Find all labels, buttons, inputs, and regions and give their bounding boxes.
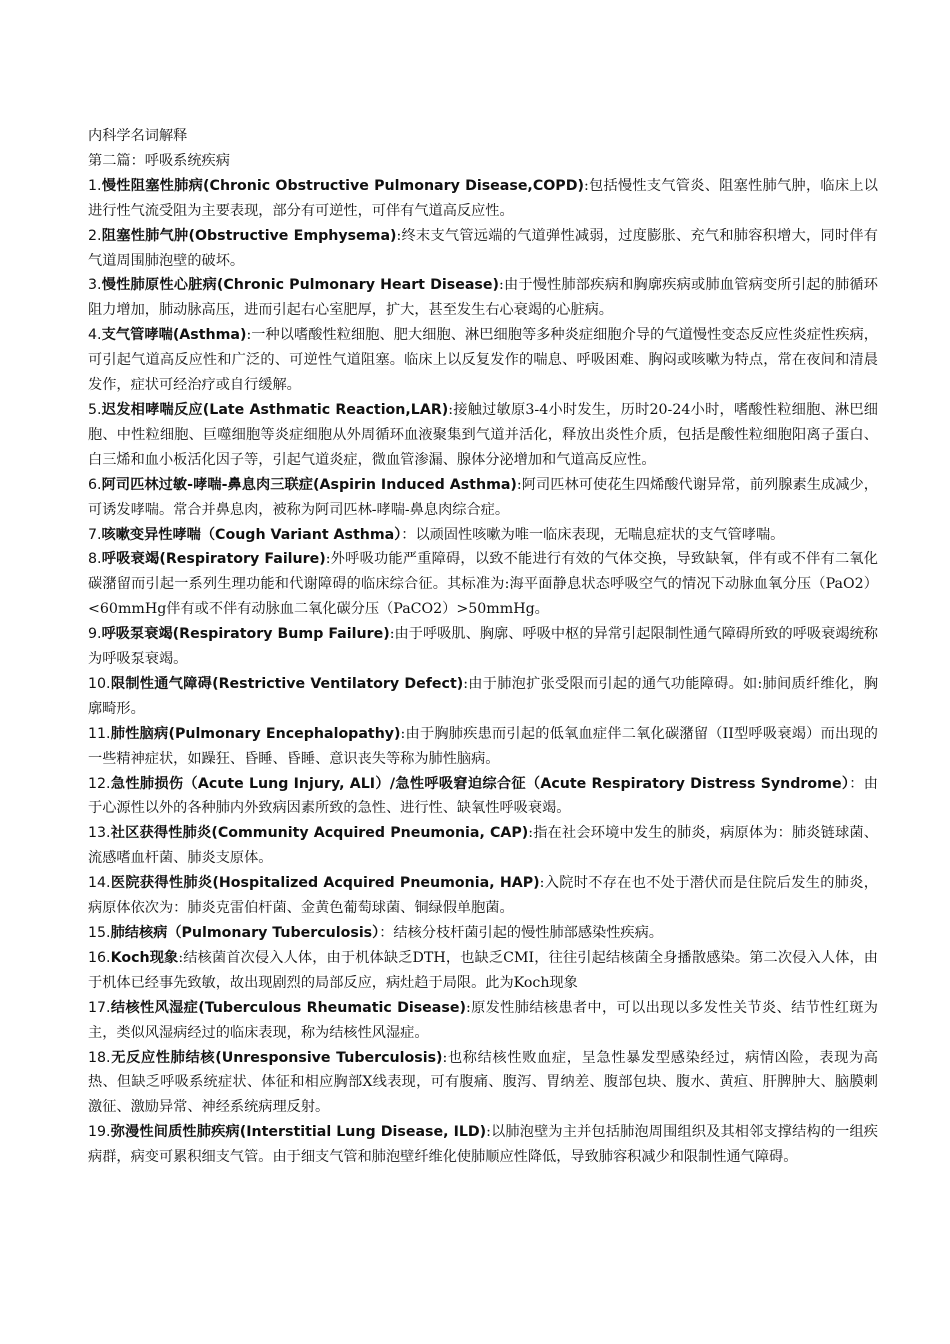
entry-definition: :也称结核性败血症，呈急性暴发型感染经过，病情凶险，表现为高热、但缺乏呼吸系统症状、体征和相应胸部X线表现，可有腹痛、腹泻、胃纳差、腹部包块、腹水、黄疸、肝脾肿大、脑膜刺激征、激励异常、神经系统病理反射。 [88, 1049, 878, 1116]
term-entry [88, 871, 878, 921]
entry-term: 肺结核病（Pulmonary Tuberculosis） [110, 925, 380, 941]
term-entry [88, 622, 878, 672]
term-entry [88, 323, 878, 398]
entry-term: 无反应性肺结核(Unresponsive Tuberculosis) [110, 1049, 443, 1066]
entry-definition: :原发性肺结核患者中，可以出现以多发性关节炎、结节性红斑为主，类似风湿病经过的临床表现，称为结核性风湿症。 [88, 999, 878, 1041]
entry-term: 急性肺损伤（Acute Lung Injury, ALI）/急性呼吸窘迫综合征（Acute Respiratory Distress Syndrome） [110, 775, 850, 792]
section-heading: 第二篇：呼吸系统疾病 [88, 152, 230, 169]
entry-definition: ：以顽固性咳嗽为唯一临床表现，无喘息症状的支气管哮喘。 [401, 526, 785, 543]
entry-definition: :包括慢性支气管炎、阻塞性肺气肿，临床上以进行性气流受阻为主要表现，部分有可逆性，可伴有气道高反应性。 [88, 177, 878, 219]
entry-definition: ：结核分枝杆菌引起的慢性肺部感染性疾病。 [379, 925, 663, 941]
entry-number: 14. [88, 875, 111, 892]
entry-definition: :阿司匹林可使花生四烯酸代谢异常，前列腺素生成减少，可诱发哮喘。常合并鼻息肉，被称为阿司匹林-哮喘-鼻息肉综合症。 [88, 476, 878, 518]
entry-term: 弥漫性间质性肺疾病(Interstitial Lung Disease, ILD) [110, 1124, 487, 1141]
entry-number: 17. [88, 999, 111, 1016]
entry-term: 社区获得性肺炎(Community Acquired Pneumonia, CAP) [110, 825, 529, 842]
term-entry [88, 821, 878, 871]
term-entry [88, 772, 878, 822]
entry-definition: :由于呼吸肌、胸廓、呼吸中枢的异常引起限制性通气障碍所致的呼吸衰竭统称为呼吸泵衰竭。 [88, 626, 878, 668]
entry-term: 支气管哮喘(Asthma) [101, 327, 247, 344]
entry-definition: :由于胸肺疾患而引起的低氧血症伴二氧化碳潴留（II型呼吸衰竭）而出现的一些精神症状，如躁狂、昏睡、昏睡、意识丧失等称为肺性脑病。 [88, 725, 878, 767]
term-entry [88, 224, 878, 274]
entry-term: 慢性阻塞性肺病(Chronic Obstructive Pulmonary Disease,COPD) [101, 177, 584, 194]
entry-definition: :由于慢性肺部疾病和胸廓疾病或肺血管病变所引起的肺循环阻力增加，肺动脉高压，进而引起右心室肥厚，扩大，甚至发生右心衰竭的心脏病。 [88, 277, 878, 319]
entry-number: 2. [88, 227, 102, 244]
entry-term: 咳嗽变异性哮喘（Cough Variant Asthma） [101, 526, 402, 543]
entry-term: 迟发相哮喘反应(Late Asthmatic Reaction,LAR) [101, 401, 449, 418]
term-entry [88, 946, 878, 996]
entry-number: 18. [88, 1049, 111, 1066]
term-entry [88, 523, 878, 548]
entry-number: 8. [88, 551, 102, 568]
entry-number: 19. [88, 1124, 111, 1141]
entry-definition: :以肺泡壁为主并包括肺泡周围组织及其相邻支撑结构的一组疾病群，病变可累积细支气管。由于细支气管和肺泡壁纤维化使肺顺应性降低，导致肺容积减少和限制性通气障碍。 [88, 1124, 878, 1166]
term-list [88, 174, 878, 1170]
entry-number: 13. [88, 825, 111, 842]
entry-definition: :外呼吸功能严重障碍，以致不能进行有效的气体交换，导致缺氧，伴有或不伴有二氧化碳潴留而引起一系列生理功能和代谢障碍的临床综合征。其标准为:海平面静息状态呼吸空气的情况下动脉血氧分压（PaO2）<60mmHg伴有或不伴有动脉血二氧化碳分压（PaCO2）>50mmHg。 [88, 551, 878, 618]
term-entry [88, 547, 878, 622]
entry-definition: :指在社会环境中发生的肺炎，病原体为：肺炎链球菌、流感嗜血杆菌、肺炎支原体。 [88, 825, 878, 867]
entry-term: 限制性通气障碍(Restrictive Ventilatory Defect) [110, 675, 464, 692]
entry-number: 7. [88, 526, 102, 543]
entry-number: 6. [88, 476, 102, 493]
entry-number: 12. [88, 775, 111, 792]
entry-term: 医院获得性肺炎(Hospitalized Acquired Pneumonia, HAP) [110, 875, 540, 892]
entry-number: 11. [88, 725, 111, 742]
entry-term: Koch现象 [110, 949, 179, 966]
term-entry [88, 273, 878, 323]
term-entry [88, 398, 878, 473]
entry-definition: ：由于心源性以外的各种肺内外致病因素所致的急性、进行性、缺氧性呼吸衰竭。 [88, 775, 878, 817]
entry-definition: :接触过敏原3-4小时发生，历时20-24小时，嗜酸性粒细胞、淋巴细胞、中性粒细胞、巨噬细胞等炎症细胞从外周循环血液聚集到气道并活化，释放出炎性介质，包括是酸性粒细胞阳离子蛋白、白三烯和血小板活化因子等，引起气道炎症，微血管渗漏、腺体分泌增加和气道高反应性。 [88, 401, 878, 468]
entry-number: 16. [88, 949, 111, 966]
entry-term: 阿司匹林过敏-哮喘-鼻息肉三联症(Aspirin Induced Asthma) [101, 476, 517, 493]
entry-definition: :一种以嗜酸性粒细胞、肥大细胞、淋巴细胞等多种炎症细胞介导的气道慢性变态反应性炎症性疾病，可引起气道高反应性和广泛的、可逆性气道阻塞。临床上以反复发作的喘息、呼吸困难、胸闷或咳嗽为特点，常在夜间和清晨发作，症状可经治疗或自行缓解。 [88, 327, 878, 394]
entry-number: 15. [88, 925, 111, 941]
document-title: 内科学名词解释 [88, 128, 188, 144]
term-entry [88, 672, 878, 722]
term-entry [88, 996, 878, 1046]
entry-term: 呼吸衰竭(Respiratory Failure) [101, 551, 326, 568]
entry-definition: :入院时不存在也不处于潜伏而是住院后发生的肺炎，病原体依次为：肺炎克雷伯杆菌、金黄色葡萄球菌、铜绿假单胞菌。 [88, 875, 878, 917]
entry-definition: :终末支气管远端的气道弹性减弱，过度膨胀、充气和肺容积增大，同时伴有气道周围肺泡壁的破坏。 [88, 227, 878, 269]
term-entry [88, 1120, 878, 1170]
entry-definition: :结核菌首次侵入人体，由于机体缺乏DTH，也缺乏CMI，往往引起结核菌全身播散感染。第二次侵入人体，由于机体已经事先致敏，故出现剧烈的局部反应，病灶趋于局限。此为Koch现象 [88, 949, 878, 991]
entry-number: 3. [88, 277, 102, 294]
entry-term: 结核性风湿症(Tuberculous Rheumatic Disease) [110, 999, 466, 1016]
entry-term: 肺性脑病(Pulmonary Encephalopathy) [110, 725, 401, 742]
entry-term: 慢性肺原性心脏病(Chronic Pulmonary Heart Disease) [101, 277, 499, 294]
term-entry [88, 921, 878, 946]
term-entry [88, 722, 878, 772]
entry-number: 1. [88, 177, 102, 194]
entry-number: 4. [88, 327, 102, 344]
entry-number: 10. [88, 675, 111, 692]
entry-term: 呼吸泵衰竭(Respiratory Bump Failure) [101, 626, 390, 643]
entry-number: 9. [88, 626, 102, 643]
term-entry [88, 174, 878, 224]
entry-number: 5. [88, 401, 102, 418]
term-entry [88, 1046, 878, 1121]
term-entry [88, 473, 878, 523]
entry-definition: :由于肺泡扩张受限而引起的通气功能障碍。如:肺间质纤维化，胸廓畸形。 [88, 675, 879, 717]
entry-term: 阻塞性肺气肿(Obstructive Emphysema) [101, 227, 397, 244]
